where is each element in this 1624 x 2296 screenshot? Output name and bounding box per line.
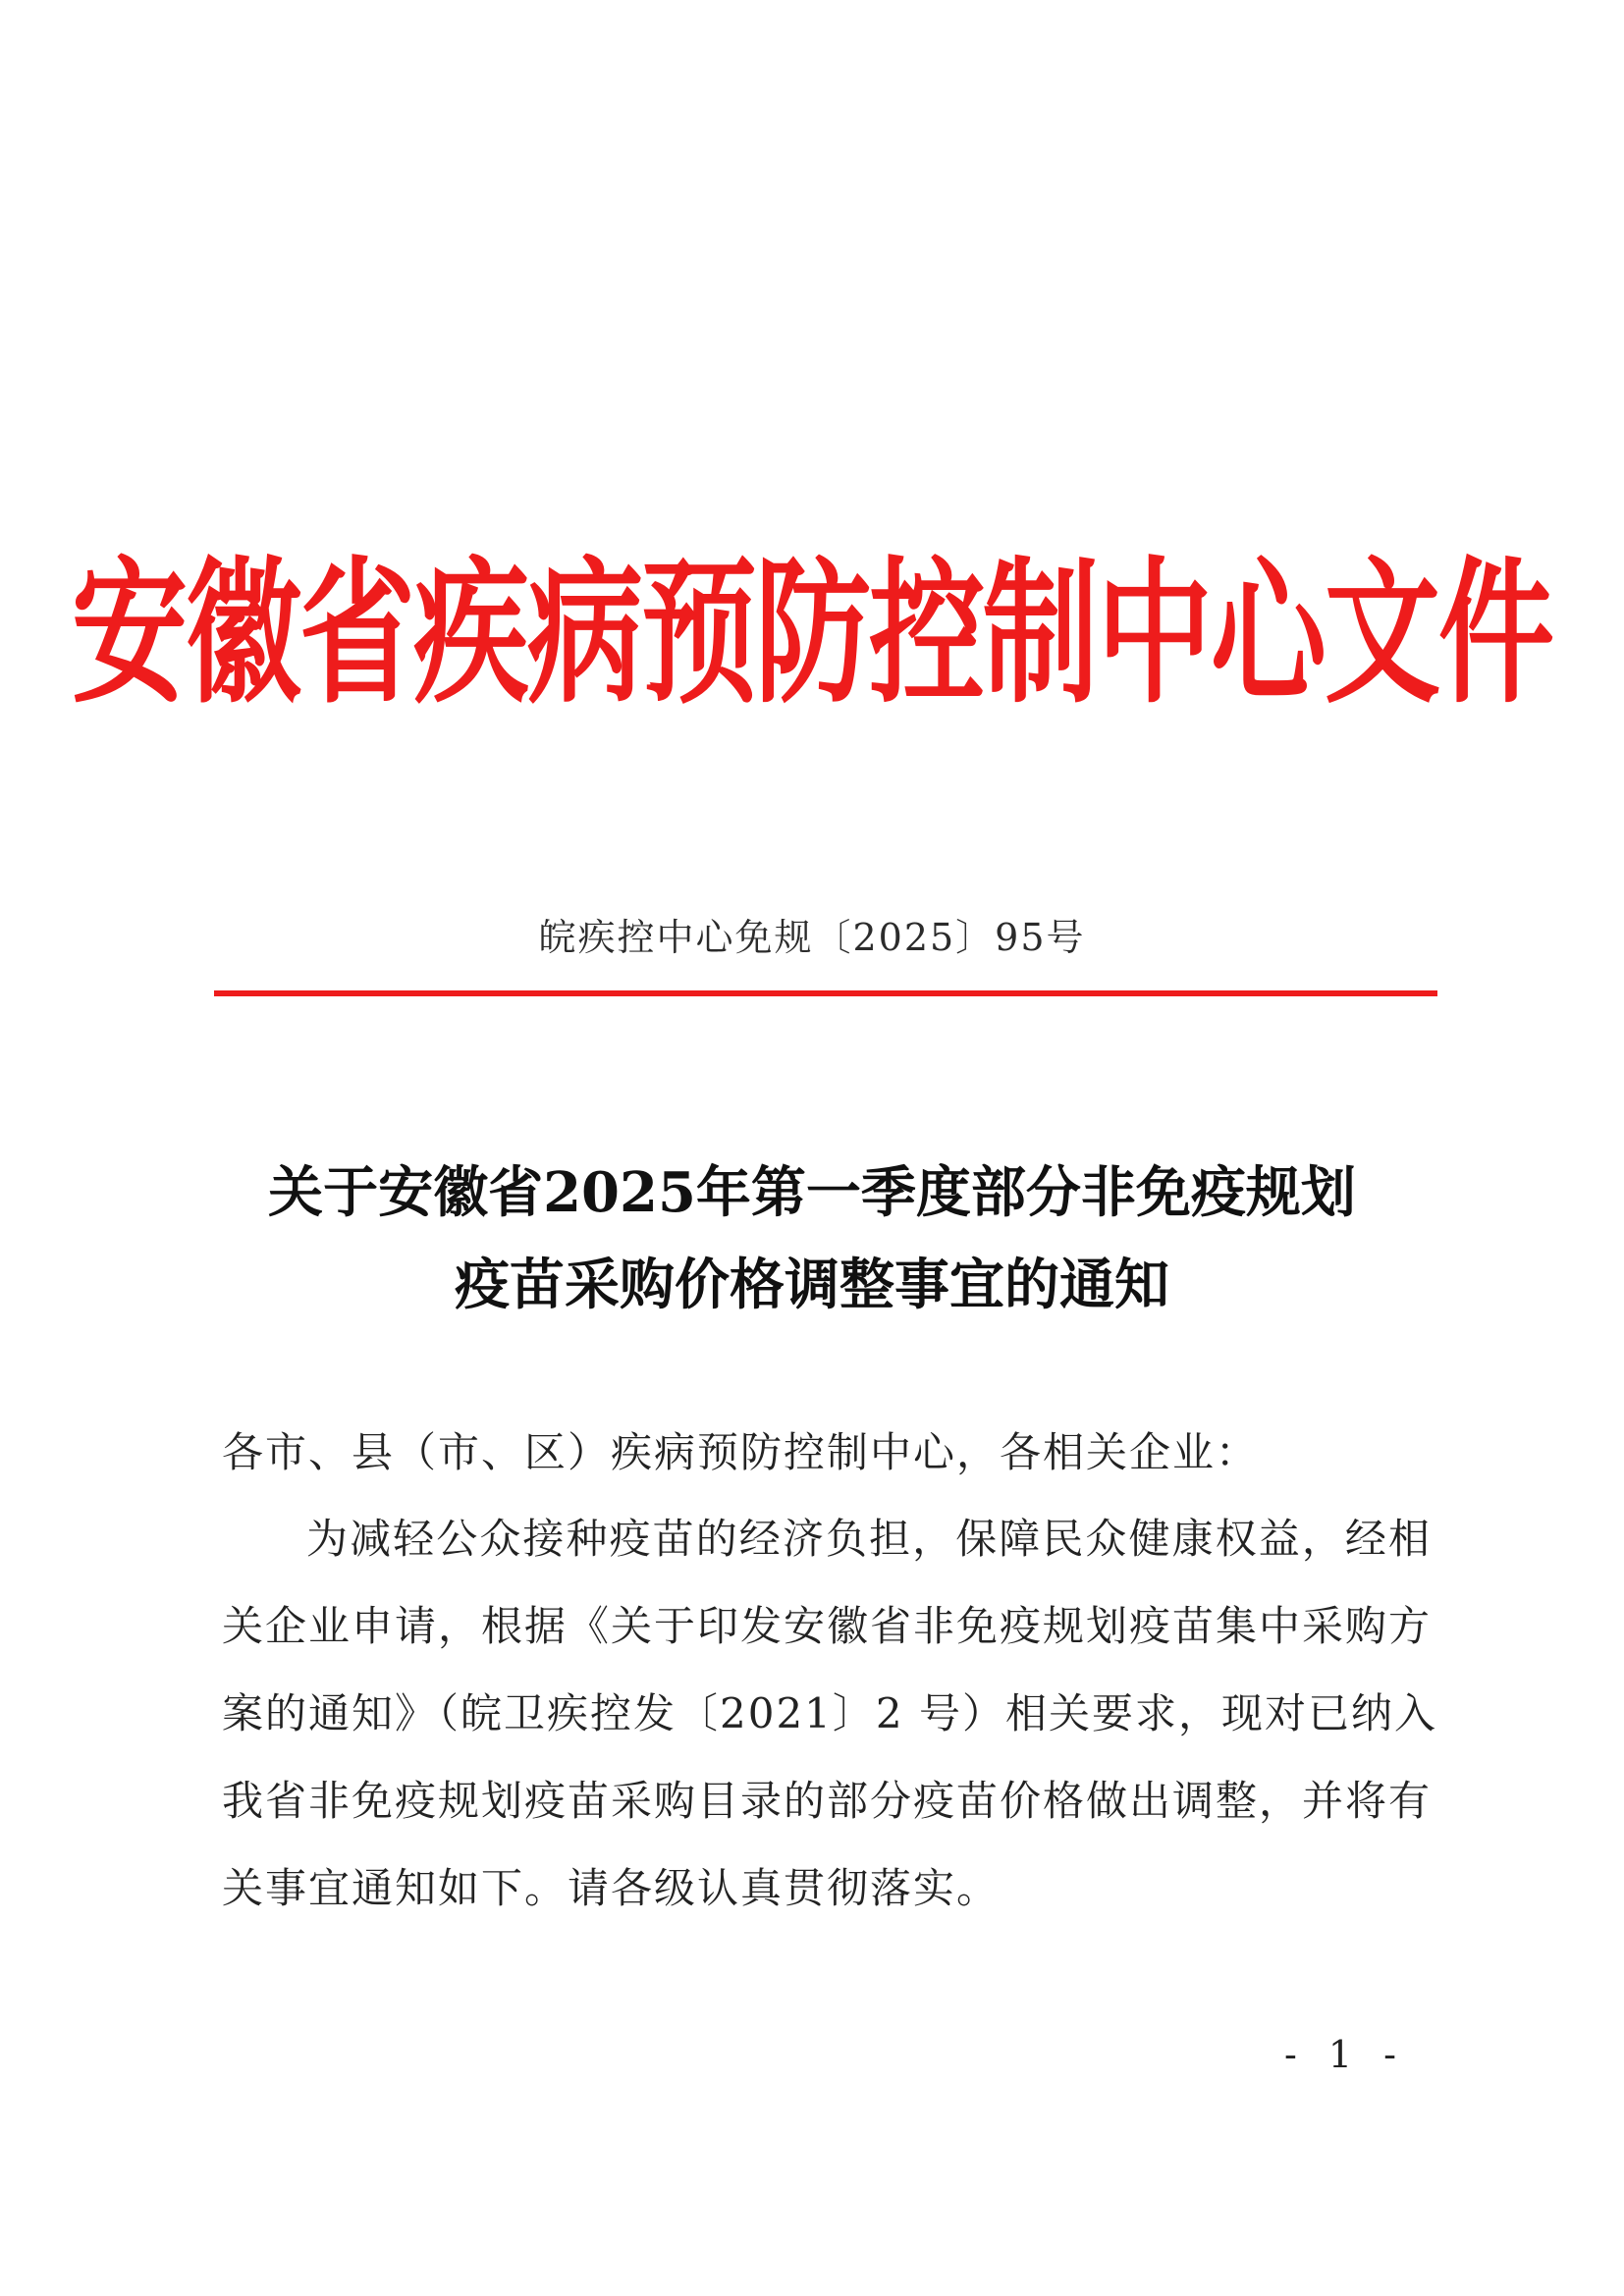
page-number: - 1 - (1283, 2033, 1406, 2076)
body-text-line: 案的通知》（皖卫疾控发〔2021〕2 号）相关要求，现对已纳入 (222, 1689, 1437, 1737)
notice-title (0, 1147, 1624, 1331)
document-number: 皖疾控中心免规〔2025〕95号 (538, 916, 1086, 959)
body-text-line: 关企业申请，根据《关于印发安徽省非免疫规划疫苗集中采购方 (222, 1602, 1433, 1650)
notice-title-line-1: 关于安徽省2025年第一季度部分非免疫规划 (268, 1160, 1356, 1225)
body-text-line: 我省非免疫规划疫苗采购目录的部分疫苗价格做出调整，并将有 (222, 1777, 1433, 1825)
salutation: 各市、县（市、区）疾病预防控制中心，各相关企业： (222, 1428, 1260, 1476)
red-divider-line (214, 990, 1437, 996)
body-text-line: 为减轻公众接种疫苗的经济负担，保障民众健康权益，经相 (306, 1515, 1432, 1563)
notice-title-line-2: 疫苗采购价格调整事宜的通知 (455, 1253, 1169, 1317)
issuer-masthead: 安徽省疾病预防控制中心文件 (71, 540, 1552, 725)
body-text-line: 关事宜通知如下。请各级认真贯彻落实。 (222, 1864, 1001, 1912)
